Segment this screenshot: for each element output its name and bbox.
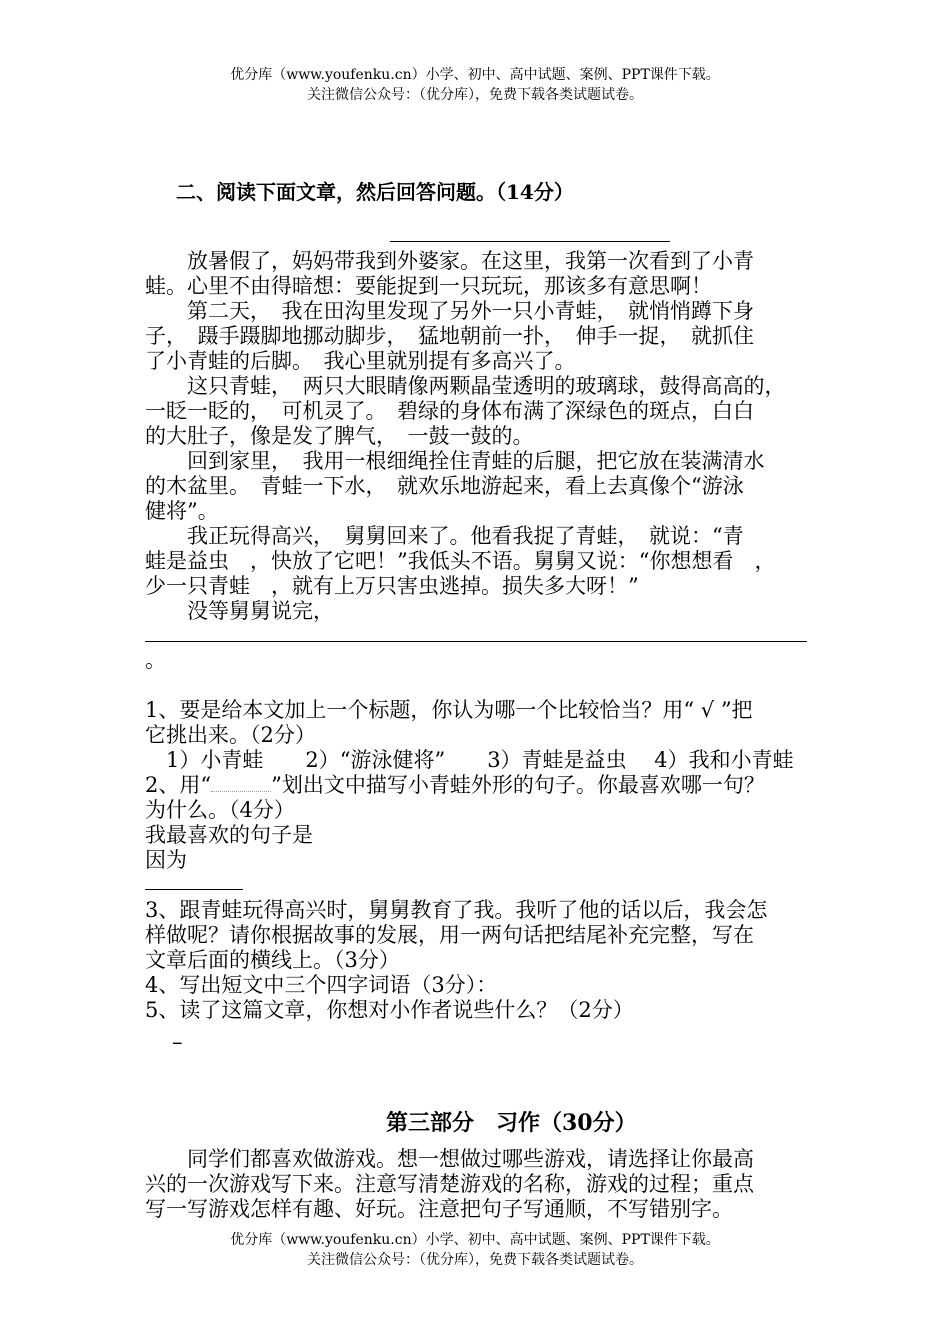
question-2-answer-reason: 因为 (145, 848, 187, 872)
passage-line-2: 蛙。心里不由得暗想：要能捉到一只玩玩，那该多有意思啊！ (145, 274, 712, 298)
passage-line-3: 第二天， 我在田沟里发现了另外一只小青蛙， 就悄悄蹲下身 (145, 299, 754, 323)
question-2-answer-line[interactable] (145, 889, 243, 890)
question-2-prefix: 2、用“ (145, 773, 212, 797)
question-2-answer-sentence: 我最喜欢的句子是 (145, 823, 313, 847)
passage-line-8: 的大肚子，像是发了脾气， 一鼓一鼓的。 (145, 424, 534, 448)
passage-line-4: 子， 蹑手蹑脚地挪动脚步， 猛地朝前一扑， 伸手一捉， 就抓住 (145, 324, 754, 348)
question-1-line-1: 1、要是给本文加上一个标题，你认为哪一个比较恰当？用“ √ ”把 (145, 698, 753, 722)
passage-line-10: 的木盆里。 青蛙一下水， 就欢乐地游起来，看上去真像个“游泳 (145, 474, 744, 498)
passage-line-11: 健将”。 (145, 499, 219, 523)
dash-mark: – (172, 1030, 183, 1054)
footer-line-1: 优分库（www.youfenku.cn）小学、初中、高中试题、案例、PPT课件下载。 (230, 1232, 720, 1248)
passage-line-7: 一眨一眨的， 可机灵了。 碧绿的身体布满了深绿色的斑点，白白 (145, 399, 754, 423)
passage-line-15: 没等舅舅说完， (145, 599, 334, 623)
end-mark: 。 (145, 648, 166, 672)
writing-prompt-line-3: 写一写游戏怎样有趣、好玩。注意把句子写通顺，不写错别字。 (145, 1197, 733, 1221)
question-2-suffix: ”划出文中描写小青蛙外形的句子。你最喜欢哪一句？ (271, 773, 765, 797)
passage-line-5: 了小青蛙的后脚。 我心里就别提有多高兴了。 (145, 349, 576, 373)
question-5: 5、读了这篇文章，你想对小作者说些什么？（2分） (145, 998, 634, 1022)
writing-prompt-line-1: 同学们都喜欢做游戏。想一想做过哪些游戏，请选择让你最高 (145, 1147, 754, 1171)
footer-line-2: 关注微信公众号：（优分库），免费下载各类试题试卷。 (307, 1252, 643, 1268)
question-1-line-2: 它挑出来。（2分） (145, 723, 316, 747)
title-underline (390, 241, 670, 242)
section2-title: 二、阅读下面文章，然后回答问题。（14分） (176, 180, 574, 204)
passage-line-6: 这只青蛙， 两只大眼睛像两颗晶莹透明的玻璃球，鼓得高高的， (145, 374, 786, 398)
question-1-options: 1）小青蛙 2）“游泳健将” 3）青蛙是益虫 4）我和小青蛙 (145, 748, 794, 772)
header-line-2: 关注微信公众号：（优分库），免费下载各类试题试卷。 (307, 87, 643, 103)
question-2-line-2: 为什么。（4分） (145, 798, 295, 822)
question-3-line-2: 样做呢？请你根据故事的发展，用一两句话把结尾补充完整，写在 (145, 923, 754, 947)
passage-line-14: 少一只青蛙 ，就有上万只害虫逃掉。损失多大呀！” (145, 574, 639, 598)
wavy-underline-sample (211, 781, 271, 792)
question-4: 4、写出短文中三个四字词语（3分）： (145, 973, 498, 997)
header-line-1: 优分库（www.youfenku.cn）小学、初中、高中试题、案例、PPT课件下载。 (230, 67, 720, 83)
question-3-line-1: 3、跟青蛙玩得高兴时，舅舅教育了我。我听了他的话以后，我会怎 (145, 898, 768, 922)
passage-line-1: 放暑假了，妈妈带我到外婆家。在这里，我第一次看到了小青 (145, 249, 754, 273)
passage-line-9: 回到家里， 我用一根细绳拴住青蛙的后腿，把它放在装满清水 (145, 449, 765, 473)
passage-line-13: 蛙是益虫 ，快放了它吧！”我低头不语。舅舅又说：“你想想看 ， (145, 549, 776, 573)
writing-prompt-line-2: 兴的一次游戏写下来。注意写清楚游戏的名称，游戏的过程；重点 (145, 1172, 754, 1196)
ending-answer-line[interactable] (145, 641, 807, 642)
question-3-line-3: 文章后面的横线上。（3分） (145, 948, 400, 972)
section3-title: 第三部分 习作（30分） (386, 1110, 637, 1136)
passage-line-12: 我正玩得高兴， 舅舅回来了。他看我捉了青蛙， 就说：“青 (145, 524, 744, 548)
question-2-line-1 (145, 773, 765, 798)
